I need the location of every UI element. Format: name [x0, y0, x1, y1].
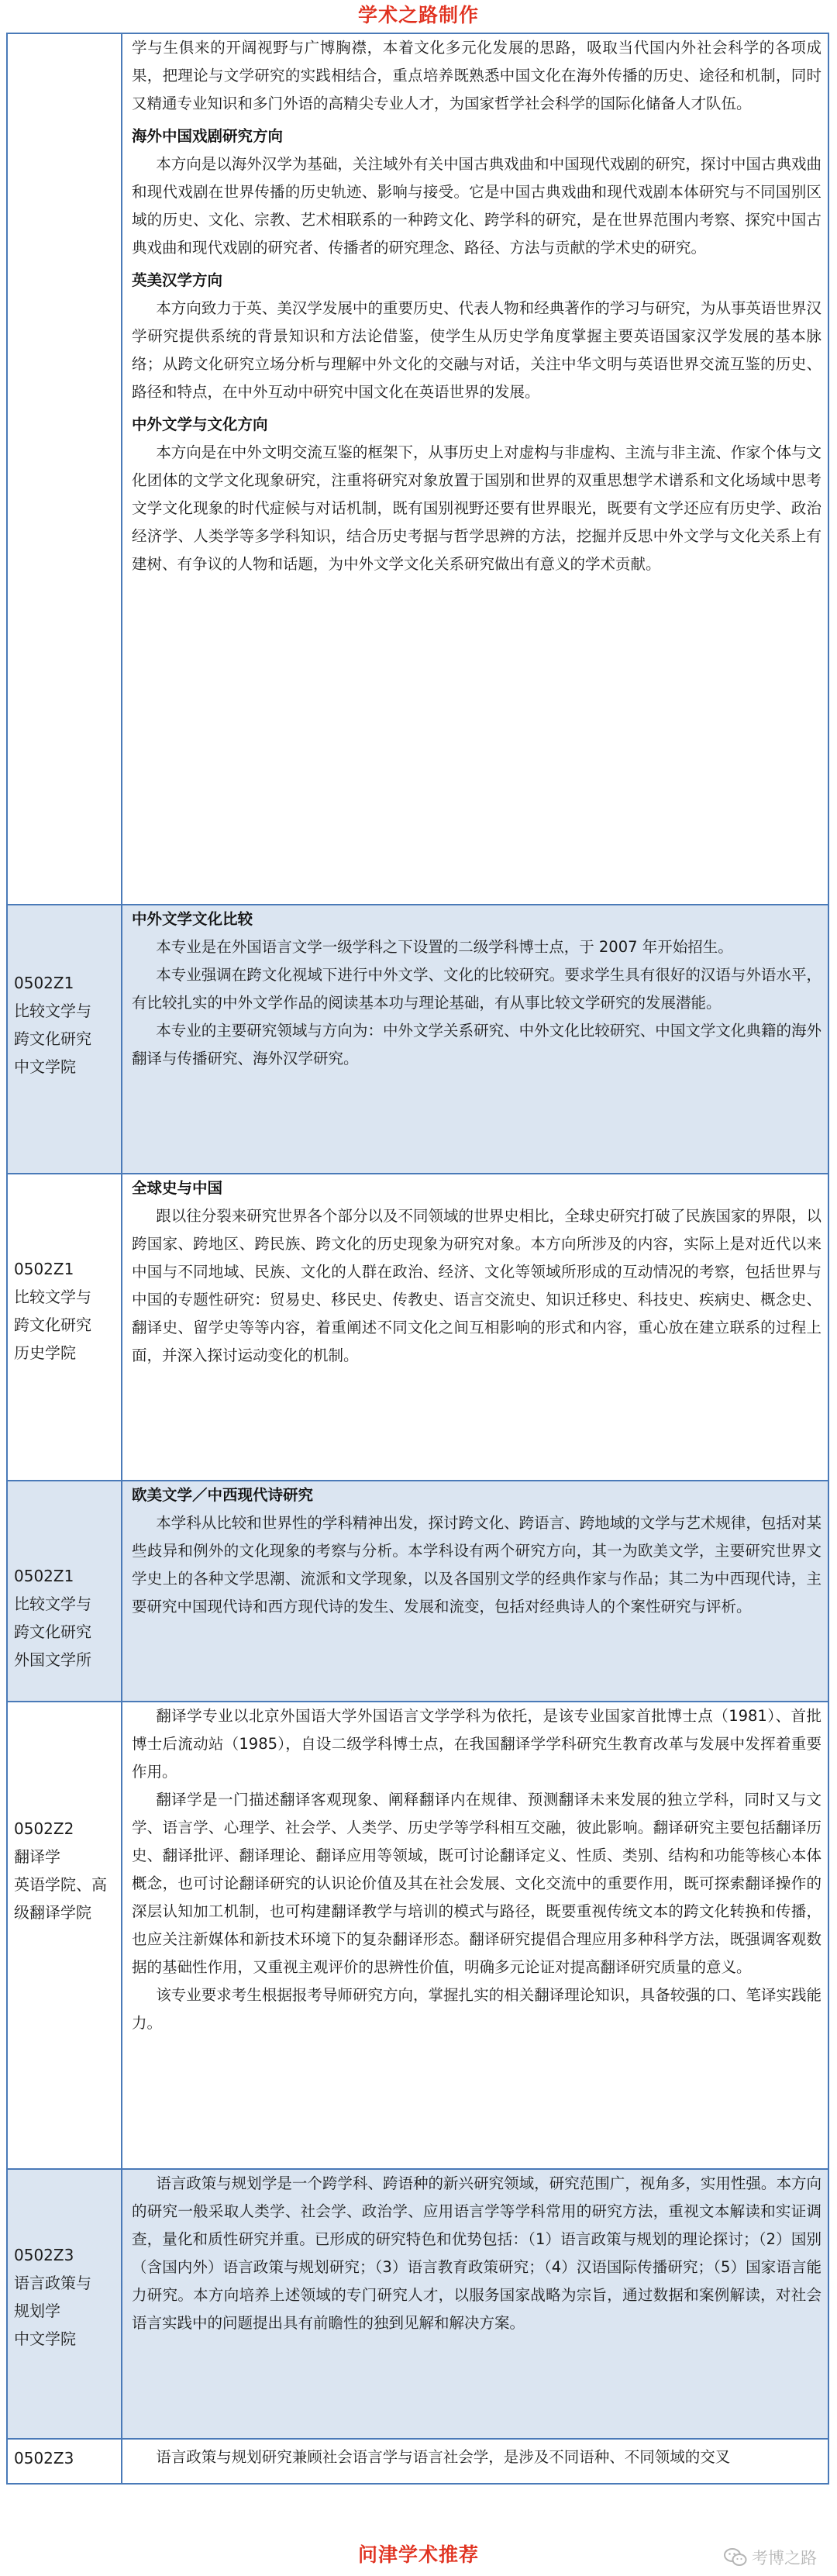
watermark-text: 考博之路 [752, 2549, 817, 2567]
program-code-cell [7, 1174, 122, 1481]
wechat-logo-icon [724, 2547, 747, 2567]
program-description-cell [122, 33, 828, 905]
research-direction-heading: 海外中国戏剧研究方向 [132, 127, 284, 145]
program-info-line: 跨文化研究 [14, 1029, 91, 1048]
program-info-line: 跨文化研究 [14, 1316, 91, 1334]
program-info-line: 历史学院 [14, 1343, 76, 1362]
description-paragraph: 本方向致力于英、美汉学发展中的重要历史、代表人物和经典著作的学习与研究，为从事英语世界汉学研究提供系统的背景知识和方法论借鉴，使学生从历史学角度掌握主要英语国家汉学发展的基本脉络；从跨文化研究立场分析与理解中外文化的交融与对话，关注中华文明与英语世界交流互鉴的历史、路径和特点，在中外互动中研究中国文化在英语世界的发展。 [132, 299, 822, 401]
program-code-block [14, 2440, 121, 2472]
description-paragraph: 本专业的主要研究领域与方向为：中外文学关系研究、中外文化比较研究、中国文学文化典籍的海外翻译与传播研究、海外汉学研究。 [132, 1022, 822, 1067]
program-code: 0502Z3 [14, 2449, 74, 2467]
program-info-line: 英语学院、高 [14, 1875, 107, 1894]
program-info-line: 语言政策与 [14, 2274, 91, 2292]
description-paragraph: 本专业是在外国语言文学一级学科之下设置的二级学科博士点，于 2007 年开始招生。 [156, 938, 733, 956]
program-code-block [14, 2170, 121, 2353]
program-code-block [14, 905, 121, 1081]
program-description-cell [122, 2169, 828, 2439]
program-description-cell [122, 905, 828, 1174]
research-direction-heading: 英美汉学方向 [132, 271, 223, 289]
description-paragraph: 本方向是以海外汉学为基础，关注域外有关中国古典戏曲和中国现代戏剧的研究，探讨中国古典戏曲和现代戏剧在世界传播的历史轨迹、影响与接受。它是中国古典戏曲和现代戏剧本体研究与不同国别区域的历史、文化、宗教、艺术相联系的一种跨文化、跨学科的研究，是在世界范围内考察、探究中国古典戏曲和现代戏剧的研究者、传播者的研究理念、路径、方法与贡献的学术史的研究。 [132, 155, 822, 257]
description-paragraph: 学与生俱来的开阔视野与广博胸襟，本着文化多元化发展的思路，吸取当代国内外社会科学的各项成果，把理论与文学研究的实践相结合，重点培养既熟悉中国文化在海外传播的历史、途径和机制，同时又精通专业知识和多门外语的高精尖专业人才，为国家哲学社会科学的国际化储备人才队伍。 [132, 39, 822, 112]
program-code-block [14, 1702, 121, 1926]
research-direction-heading: 中外文学文化比较 [132, 910, 253, 928]
program-code: 0502Z3 [14, 2246, 74, 2264]
table-row [7, 905, 828, 1174]
program-info-line: 翻译学 [14, 1847, 60, 1866]
description-paragraph: 跟以往分裂来研究世界各个部分以及不同领域的世界史相比，全球史研究打破了民族国家的界限，以跨国家、跨地区、跨民族、跨文化的历史现象为研究对象。本方向所涉及的内容，实际上是对近代以来中国与不同地域、民族、文化的人群在政治、经济、文化等领域所形成的互动情况的考察，包括世界与中国的专题性研究：贸易史、移民史、传教史、语言交流史、知识迁移史、科技史、疾病史、概念史、翻译史、留学史等等内容，着重阐述不同文化之间互相影响的形式和内容，重心放在建立联系的过程上面，并深入探讨运动变化的机制。 [132, 1207, 822, 1364]
program-info-line: 比较文学与 [14, 1002, 91, 1020]
top-banner: 学术之路制作 [357, 4, 479, 26]
research-direction-heading: 欧美文学／中西现代诗研究 [132, 1486, 314, 1504]
program-code: 0502Z2 [14, 1819, 74, 1838]
description-paragraph: 本方向是在中外文明交流互鉴的框架下，从事历史上对虚构与非虚构、主流与非主流、作家个体与文化团体的文学文化现象研究，注重将研究对象放置于国别和世界的双重思想学术谱系和文化场域中思考文学文化现象的时代症候与对话机制，既有国别视野还要有世界眼光，既要有文学还应有历史学、政治经济学、人类学等多学科知识，结合历史考据与哲学思辨的方法，挖掘并反思中外文学与文化关系上有建树、有争议的人物和话题，为中外文学文化关系研究做出有意义的学术贡献。 [132, 443, 822, 573]
program-info-line: 规划学 [14, 2302, 60, 2320]
program-info-line: 级翻译学院 [14, 1903, 91, 1922]
description-paragraph: 翻译学专业以北京外国语大学外国语言文学学科为依托，是该专业国家首批博士点（1981）、首批博士后流动站（1985），自设二级学科博士点，在我国翻译学学科研究生教育改革与发展中发挥着重要作用。 [132, 1707, 822, 1781]
program-code-block [14, 1481, 121, 1674]
program-code-cell [7, 2169, 122, 2439]
program-code-cell [7, 905, 122, 1174]
program-description-cell [122, 1174, 828, 1481]
program-code-cell [7, 1702, 122, 2169]
table-row [7, 33, 828, 905]
description-paragraph: 本学科从比较和世界性的学科精神出发，探讨跨文化、跨语言、跨地域的文学与艺术规律，包括对某些歧异和例外的文化现象的考察与分析。本学科设有两个研究方向，其一为欧美文学，主要研究世界文学史上的各种文学思潮、流派和文学现象，以及各国别文学的经典作家与作品；其二为中西现代诗，主要研究中国现代诗和西方现代诗的发生、发展和流变，包括对经典诗人的个案性研究与评析。 [132, 1514, 822, 1616]
table-row [7, 2169, 828, 2439]
program-code: 0502Z1 [14, 1260, 74, 1278]
program-info-line: 比较文学与 [14, 1288, 91, 1306]
watermark [724, 2545, 817, 2570]
description-paragraph: 语言政策与规划研究兼顾社会语言学与语言社会学，是涉及不同语种、不同领域的交叉 [156, 2448, 731, 2466]
description-paragraph: 翻译学是一门描述翻译客观现象、阐释翻译内在规律、预测翻译未来发展的独立学科，同时又与文学、语言学、心理学、社会学、人类学、历史学等学科相互交融，彼此影响。翻译研究主要包括翻译历史、翻译批评、翻译理论、翻译应用等领域，既可讨论翻译定义、性质、类别、结构和功能等核心本体概念，也可讨论翻译研究的认识论价值及其在社会发展、文化交流中的重要作用，既可探索翻译操作的深层认知加工机制，也可构建翻译教学与培训的模式与路径，既要重视传统文本的跨文化转换和传播，也应关注新媒体和新技术环境下的复杂翻译形态。翻译研究提倡合理应用多种科学方法，既强调客观数据的基础性作用，又重视主观评价的思辨性价值，明确多元论证对提高翻译研究质量的意义。 [132, 1791, 822, 1976]
program-info-line: 外国文学所 [14, 1650, 91, 1669]
research-direction-heading: 中外文学与文化方向 [132, 416, 268, 433]
table-row [7, 1481, 828, 1702]
research-direction-heading: 全球史与中国 [132, 1179, 223, 1197]
program-info-line: 跨文化研究 [14, 1623, 91, 1641]
table-row [7, 1702, 828, 2169]
description-paragraph: 该专业要求考生根据报考导师研究方向，掌握扎实的相关翻译理论知识，具备较强的口、笔译实践能力。 [132, 1986, 822, 2032]
program-code-block [14, 1174, 121, 1367]
description-paragraph: 语言政策与规划学是一个跨学科、跨语种的新兴研究领域，研究范围广，视角多，实用性强。本方向的研究一般采取人类学、社会学、政治学、应用语言学等学科常用的研究方法，重视文本解读和实证调查，量化和质性研究并重。已形成的研究特色和优势包括：（1）语言政策与规划的理论探讨；（2）国别（含国内外）语言政策与规划研究；（3）语言教育政策研究；（4）汉语国际传播研究；（5）国家语言能力研究。本方向培养上述领域的专门研究人才，以服务国家战略为宗旨，通过数据和案例解读，对社会语言实践中的问题提出具有前瞻性的独到见解和解决方案。 [132, 2174, 822, 2332]
program-description-cell [122, 2439, 828, 2484]
table-row [7, 2439, 828, 2484]
program-info-line: 比较文学与 [14, 1595, 91, 1613]
program-code-cell [7, 33, 122, 905]
program-code-cell [7, 1481, 122, 1702]
table-row [7, 1174, 828, 1481]
program-description-cell [122, 1702, 828, 2169]
program-description-cell [122, 1481, 828, 1702]
description-paragraph: 本专业强调在跨文化视域下进行中外文学、文化的比较研究。要求学生具有很好的汉语与外语水平，有比较扎实的中外文学作品的阅读基本功与理论基础，有从事比较文学研究的发展潜能。 [132, 966, 822, 1012]
program-info-line: 中文学院 [14, 1057, 76, 1076]
program-table [6, 33, 829, 2485]
program-info-line: 中文学院 [14, 2329, 76, 2348]
program-code: 0502Z1 [14, 1567, 74, 1585]
program-code-cell [7, 2439, 122, 2484]
bottom-banner: 问津学术推荐 [357, 2543, 479, 2566]
program-code: 0502Z1 [14, 974, 74, 992]
